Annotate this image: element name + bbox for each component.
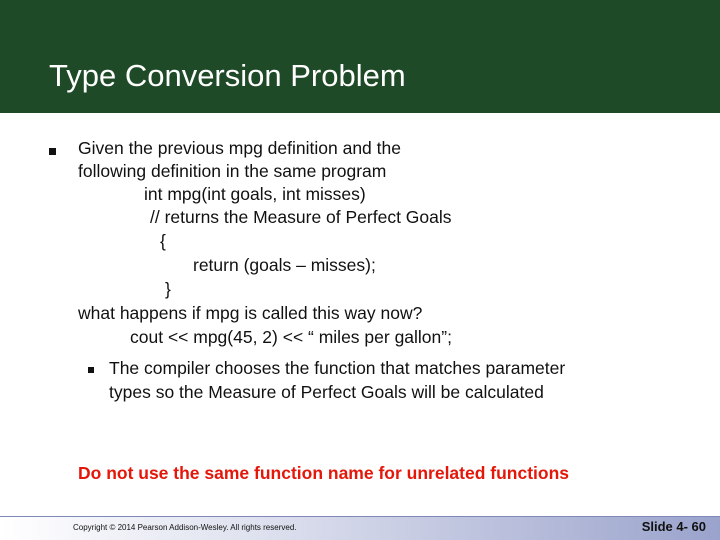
- warning-text: Do not use the same function name for unrelated functions: [78, 463, 570, 483]
- footer-divider: [0, 516, 720, 517]
- copyright-notice: Copyright © 2014 Pearson Addison-Wesley. All rights reserved.: [73, 523, 297, 532]
- code-line: }: [165, 279, 171, 299]
- code-line: {: [160, 231, 166, 251]
- sub-bullet-line: The compiler chooses the function that matches parameter: [109, 358, 566, 378]
- sub-bullet-icon: [88, 367, 94, 373]
- body-line: what happens if mpg is called this way now?: [78, 303, 423, 323]
- title-divider: [0, 113, 720, 117]
- code-line: cout << mpg(45, 2) << “ miles per gallon”;: [130, 327, 452, 347]
- slide-title: Type Conversion Problem: [49, 58, 406, 93]
- bullet-icon: [49, 148, 56, 155]
- sub-bullet-line: types so the Measure of Perfect Goals will be calculated: [109, 382, 544, 402]
- body-line: Given the previous mpg definition and the: [78, 138, 401, 158]
- body-line: following definition in the same program: [78, 161, 387, 181]
- code-line: // returns the Measure of Perfect Goals: [150, 207, 452, 227]
- code-line: int mpg(int goals, int misses): [144, 184, 366, 204]
- slide-number: Slide 4- 60: [641, 519, 706, 534]
- code-line: return (goals – misses);: [193, 255, 376, 275]
